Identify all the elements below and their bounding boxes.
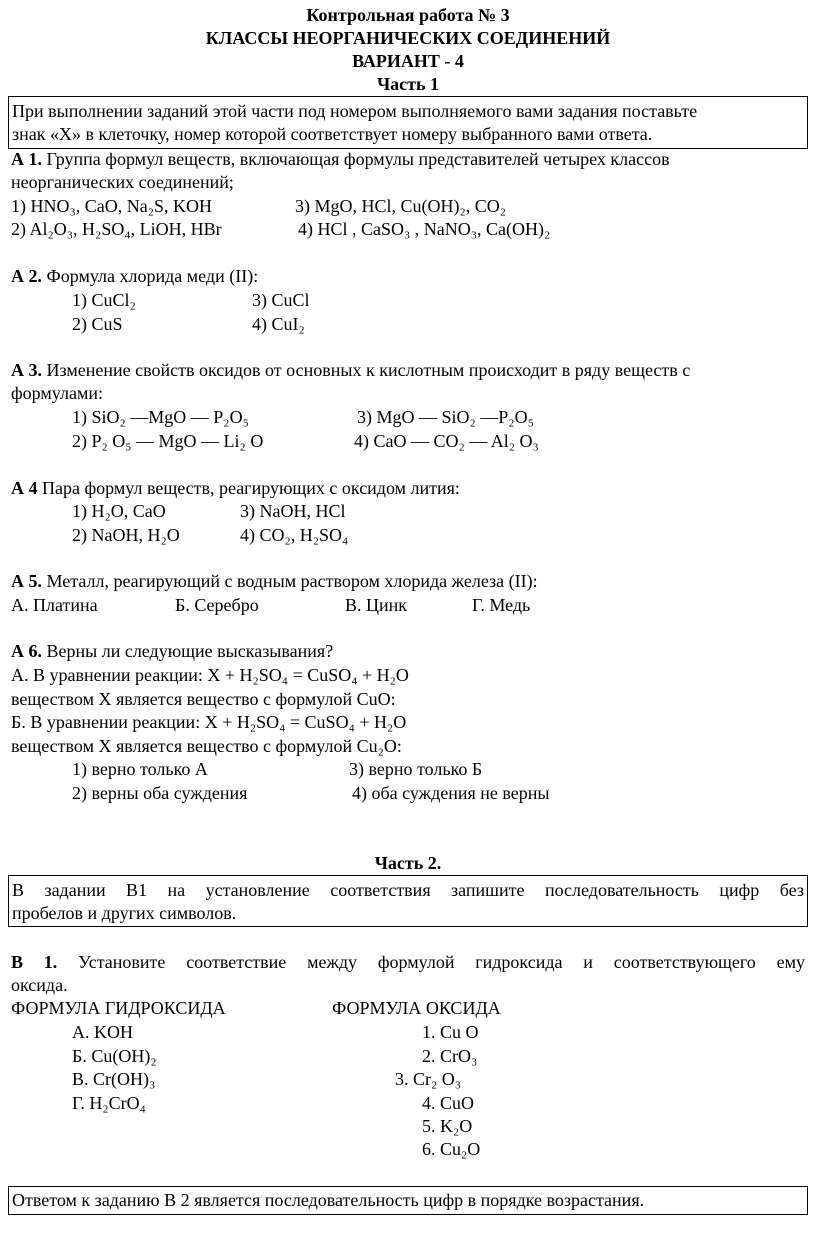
question-text: Верны ли следующие высказывания? [46, 641, 334, 661]
answer-option: 2) P₂ O₅ — MgO — Li₂ O [72, 431, 264, 451]
answer-option: 4) CO₂, H₂SO₄ [240, 525, 349, 545]
question-a5 [11, 570, 538, 592]
instructions-line: При выполнении заданий этой части под номером выполняемого вами задания поставьте [12, 101, 698, 121]
question-a3 [11, 359, 690, 381]
answer-option: 3) CuCl [252, 290, 310, 310]
column-header-oxide: ФОРМУЛА ОКСИДА [332, 998, 501, 1018]
answer-option: Б. Серебро [175, 595, 259, 615]
question-number: В 1. [11, 952, 58, 972]
doc-title: Контрольная работа № 3 [306, 5, 510, 25]
answer-option: 3) верно только Б [349, 759, 483, 779]
question-b1 [11, 951, 805, 973]
answer-option: 4) оба суждения не верны [352, 783, 550, 803]
answer-option: 3) NaOH, HCl [240, 501, 346, 521]
answer-option: В. Цинк [345, 595, 408, 615]
question-text: Пара формул веществ, реагирующих с оксидом лития: [42, 478, 460, 498]
answer-option: 1) SiO₂ —MgO — P₂O₅ [72, 407, 249, 427]
answer-option: 1) верно только А [72, 759, 208, 779]
footer-box [8, 1186, 808, 1215]
answer-option: 2) верны оба суждения [72, 783, 248, 803]
question-text: Металл, реагирующий с водным раствором хлорида железа (II): [46, 571, 538, 591]
oxide-item: 2. CrO₃ [422, 1046, 478, 1066]
question-text-cont: оксида. [11, 975, 68, 995]
oxide-item: 4. CuO [422, 1093, 475, 1113]
answer-option: 4) CaO — CO₂ — Al₂ O₃ [354, 431, 539, 451]
question-text: Группа формул веществ, включающая формулы представителей четырех классов [46, 149, 670, 169]
column-header-hydroxide: ФОРМУЛА ГИДРОКСИДА [11, 998, 226, 1018]
question-a4 [11, 477, 460, 499]
instructions-line: В задании В1 на установление соответствия запишите последовательность цифр без [12, 880, 804, 900]
hydroxide-item: Б. Cu(OH)₂ [72, 1046, 157, 1066]
question-number: А 1. [11, 149, 42, 169]
part2-heading: Часть 2. [374, 853, 442, 873]
oxide-item: 1. Cu O [422, 1022, 479, 1042]
answer-option: 1) CuCl₂ [72, 290, 136, 310]
answer-option: 4) HCl , CaSO₃ , NaNO₃, Ca(OH)₂ [298, 219, 551, 239]
question-text-cont: неорганических соединений; [11, 172, 234, 192]
doc-subtitle: КЛАССЫ НЕОРГАНИЧЕСКИХ СОЕДИНЕНИЙ [205, 28, 611, 48]
statement: А. В уравнении реакции: X + H₂SO₄ = CuSO₄ + H₂O [11, 665, 409, 685]
statement: веществом Х является вещество с формулой CuO: [11, 689, 396, 709]
answer-option: 2) NaOH, H₂O [72, 525, 180, 545]
answer-option: 2) Al₂O₃, H₂SO₄, LiOH, HBr [11, 219, 222, 239]
footer-text: Ответом к заданию В 2 является последовательность цифр в порядке возрастания. [12, 1190, 645, 1210]
answer-option: 4) CuI₂ [252, 314, 305, 334]
question-a6 [11, 640, 333, 662]
question-number: А 3. [11, 360, 42, 380]
hydroxide-item: В. Cr(OH)₃ [72, 1069, 156, 1089]
hydroxide-item: Г. H₂CrO₄ [72, 1093, 146, 1113]
question-text: Формула хлорида меди (II): [46, 266, 259, 286]
answer-option: 3) MgO — SiO₂ —P₂O₅ [357, 407, 534, 427]
hydroxide-item: А. KOH [72, 1022, 133, 1042]
oxide-item: 6. Cu₂O [422, 1139, 481, 1159]
answer-option: 3) MgO, HCl, Cu(OH)₂, CO₂ [295, 196, 507, 216]
oxide-item: 3. Cr₂ O₃ [395, 1069, 462, 1089]
question-a2 [11, 265, 258, 287]
oxide-item: 5. K₂O [422, 1116, 473, 1136]
question-number: А 6. [11, 641, 42, 661]
question-text: Изменение свойств оксидов от основных к кислотным происходит в ряду веществ с [46, 360, 691, 380]
variant-label: ВАРИАНТ - 4 [352, 51, 464, 71]
answer-option: 2) CuS [72, 314, 123, 334]
instructions-box-1 [8, 96, 808, 149]
instructions-box-2 [8, 875, 808, 927]
question-a1 [11, 148, 670, 170]
question-text-cont: формулами: [11, 383, 103, 403]
answer-option: 1) HNO₃, CaO, Na₂S, KOH [11, 196, 213, 216]
answer-option: А. Платина [11, 595, 98, 615]
statement: Б. В уравнении реакции: X + H₂SO₄ = CuSO₄ + H₂O [11, 712, 407, 732]
question-text: Установите соответствие между формулой гидроксида и соответствующего ему [78, 952, 805, 972]
instructions-line: знак «Х» в клеточку, номер которой соответствует номеру выбранного вами ответа. [12, 124, 653, 144]
question-number: А 4 [11, 478, 38, 498]
part1-heading: Часть 1 [376, 74, 440, 94]
answer-option: 1) H₂O, CaO [72, 501, 166, 521]
question-number: А 2. [11, 266, 42, 286]
statement: веществом Х является вещество с формулой Cu₂O: [11, 736, 402, 756]
answer-option: Г. Медь [472, 595, 531, 615]
instructions-line: пробелов и других символов. [12, 903, 237, 923]
question-number: А 5. [11, 571, 42, 591]
